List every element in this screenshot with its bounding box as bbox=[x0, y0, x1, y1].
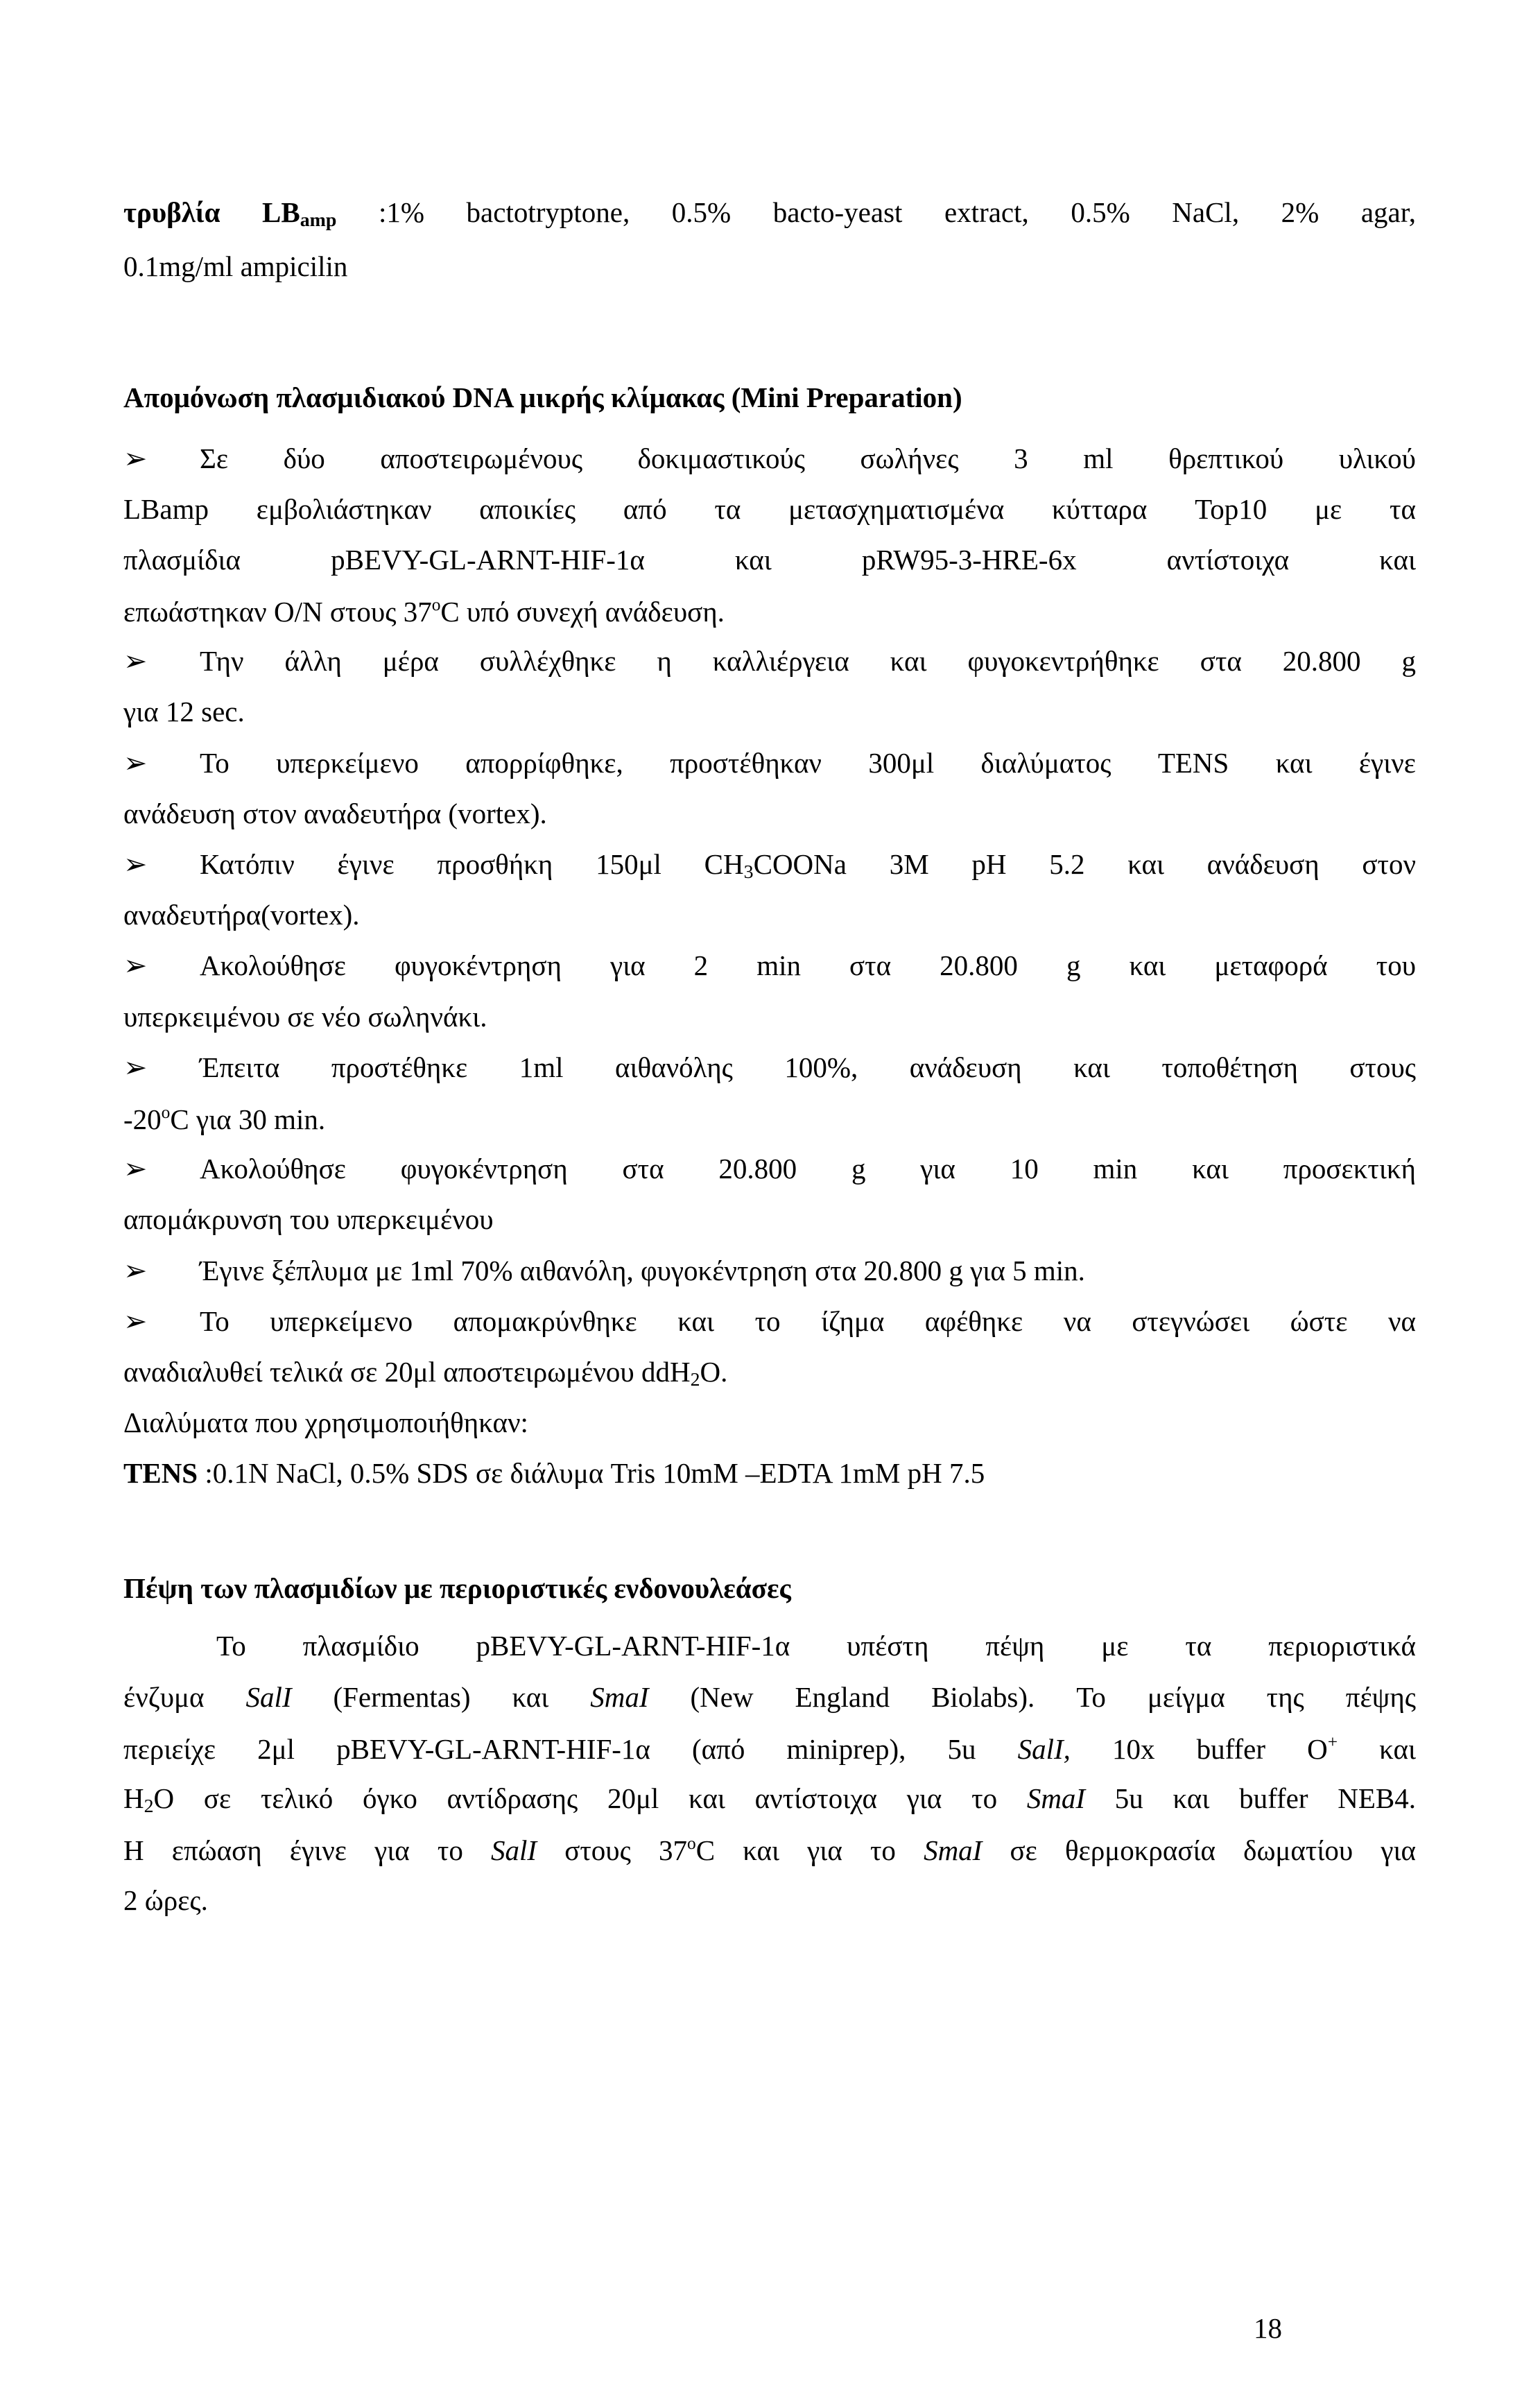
step-6-line-2: -20$^o$C για 30 min. bbox=[123, 1103, 326, 1135]
media-label-sub: amp bbox=[300, 209, 337, 232]
step-5-line-2: υπερκειμένου σε νέο σωληνάκι. bbox=[123, 1001, 487, 1033]
tens-label: TENS bbox=[123, 1457, 198, 1489]
step-1-line-3: πλασμίδια pBEVY-GL-ARNT-HIF-1α και pRW95-3-HRE-6x αντίστοιχα και bbox=[123, 544, 1416, 576]
step-3-line-2: ανάδευση στον αναδευτήρα (vortex). bbox=[123, 798, 547, 829]
bullet-icon: ➢ bbox=[123, 645, 148, 677]
step-7-line-1: ➢ Ακολούθησε φυγοκέντρηση στα 20.800 g για 10 min και προσεκτική bbox=[123, 1153, 1416, 1185]
bullet-icon: ➢ bbox=[123, 848, 148, 880]
media-line-1 bbox=[123, 198, 1416, 230]
tens-line: TENS :0.1N NaCl, 0.5% SDS σε διάλυμα Tris 10mM –EDTA 1mM pH 7.5 bbox=[123, 1457, 985, 1489]
digestion-line-5: Η επώαση έγινε για το SalI στους 37$^o$C και για το SmaI σε θερμοκρασία δωματίου για bbox=[123, 1834, 1416, 1866]
step-9-line-2: αναδιαλυθεί τελικά σε 20μl αποστειρωμένου ddH$_2$O. bbox=[123, 1356, 728, 1391]
bullet-icon: ➢ bbox=[123, 1153, 148, 1185]
digestion-line-4: $H_2O$ σε τελικό όγκο αντίδρασης 20μl και αντίστοιχα για το SmaI 5u και buffer NEB4. bbox=[123, 1782, 1416, 1818]
bullet-icon: ➢ bbox=[123, 747, 148, 779]
step-3-line-1: ➢ Το υπερκείμενο απορρίφθηκε, προστέθηκαν 300μl διαλύματος TENS και έγινε bbox=[123, 747, 1416, 779]
bullet-icon: ➢ bbox=[123, 442, 148, 474]
step-8-line-1: ➢ Έγινε ξέπλυμα με 1ml 70% αιθανόλη, φυγοκέντρηση στα 20.800 g για 5 min. bbox=[123, 1255, 1085, 1286]
step-6-line-1: ➢ Έπειτα προστέθηκε 1ml αιθανόλης 100%, ανάδευση και τοποθέτηση στους bbox=[123, 1051, 1416, 1083]
bullet-icon: ➢ bbox=[123, 1051, 148, 1083]
step-1-line-4: επωάστηκαν O/N στους 37$^o$C υπό συνεχή ανάδευση. bbox=[123, 595, 725, 628]
media-label: τρυβλία LB bbox=[123, 196, 300, 228]
digestion-line-3: περιείχε 2μl pBEVY-GL-ARNT-HIF-1α (από miniprep), 5u SalI, 10x buffer O+ και bbox=[123, 1732, 1416, 1765]
bullet-icon: ➢ bbox=[123, 949, 148, 981]
step-7-line-2: απομάκρυνση του υπερκειμένου bbox=[123, 1203, 494, 1235]
digestion-line-2: ένζυμα SalI (Fermentas) και SmaI (New England Biolabs). Το μείγμα της πέψης bbox=[123, 1681, 1417, 1713]
media-line-2: 0.1mg/ml ampicilin bbox=[123, 250, 348, 282]
digestion-line-1: Το πλασμίδιο pBEVY-GL-ARNT-HIF-1α υπέστη πέψη με τα περιοριστικά bbox=[216, 1630, 1416, 1662]
step-4-line-1: ➢ Κατόπιν έγινε προσθήκη 150μl $CH_3COONa$ 3M pH 5.2 και ανάδευση στον bbox=[123, 848, 1416, 884]
step-4-line-2: αναδευτήρα(vortex). bbox=[123, 899, 360, 931]
media-text-1: :1% bactotryptone, 0.5% bacto-yeast extract, 0.5% NaCl, 2% agar, bbox=[336, 196, 1416, 228]
digestion-heading: Πέψη των πλασμιδίων με περιοριστικές ενδονουλεάσες bbox=[123, 1572, 791, 1604]
step-1-line-2: LBamp εμβολιάστηκαν αποικίες από τα μετασχηματισμένα κύτταρα Top10 με τα bbox=[123, 493, 1416, 525]
step-5-line-1: ➢ Ακολούθησε φυγοκέντρηση για 2 min στα 20.800 g και μεταφορά του bbox=[123, 949, 1416, 981]
page-number: 18 bbox=[1254, 2312, 1282, 2344]
miniprep-heading: Απομόνωση πλασμιδιακού DNA μικρής κλίμακας (Mini Preparation) bbox=[123, 381, 962, 413]
bullet-icon: ➢ bbox=[123, 1305, 148, 1337]
solutions-title: Διαλύματα που χρησιμοποιήθηκαν: bbox=[123, 1406, 528, 1438]
step-9-line-1: ➢ Το υπερκείμενο απομακρύνθηκε και το ίζημα αφέθηκε να στεγνώσει ώστε να bbox=[123, 1305, 1416, 1337]
bullet-icon: ➢ bbox=[123, 1255, 148, 1286]
step-2-line-2: για 12 sec. bbox=[123, 696, 245, 727]
step-1-line-1: ➢ Σε δύο αποστειρωμένους δοκιμαστικούς σωλήνες 3 ml θρεπτικού υλικού bbox=[123, 442, 1416, 474]
digestion-line-6: 2 ώρες. bbox=[123, 1884, 208, 1916]
step-2-line-1: ➢ Την άλλη μέρα συλλέχθηκε η καλλιέργεια και φυγοκεντρήθηκε στα 20.800 g bbox=[123, 645, 1416, 677]
